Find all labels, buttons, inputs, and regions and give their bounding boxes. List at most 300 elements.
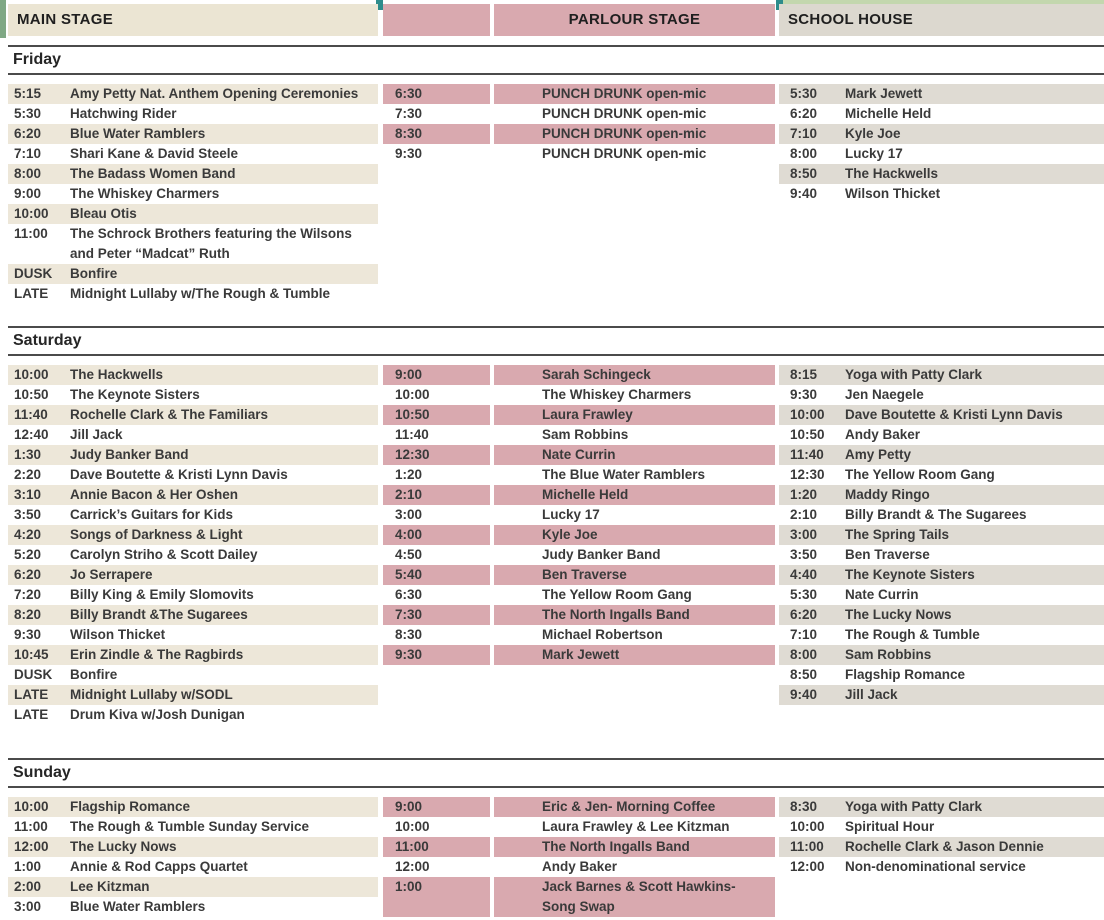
row-artist (70, 705, 378, 725)
artist-line: Blue Water Ramblers (70, 126, 206, 141)
schedule-row (779, 365, 1104, 385)
stage-header-parlour (494, 4, 775, 36)
artist-line: Rochelle Clark & Jason Dennie (845, 839, 1044, 854)
row-time: 6:20 (790, 106, 818, 121)
row-time: 7:30 (395, 106, 423, 121)
row-artist (845, 385, 1104, 405)
artist-line: Annie Bacon & Her Oshen (70, 487, 239, 502)
schedule-row (779, 685, 1104, 705)
artist-line: Mark Jewett (845, 86, 923, 101)
artist-line: PUNCH DRUNK open-mic (542, 126, 707, 141)
row-time: 3:50 (790, 547, 818, 562)
schedule-row (383, 124, 775, 144)
row-time: 1:00 (14, 859, 42, 874)
row-artist (70, 797, 378, 817)
schedule-row (383, 605, 775, 625)
row-time: 9:30 (383, 645, 490, 665)
artist-line: The Whiskey Charmers (70, 186, 220, 201)
schedule-row (383, 797, 775, 817)
main-stage-column (8, 797, 378, 917)
artist-line: The North Ingalls Band (542, 607, 690, 622)
schedule-row (8, 817, 378, 837)
row-artist (845, 425, 1104, 445)
schedule-row (779, 465, 1104, 485)
schedule-row (383, 525, 775, 545)
artist-line: The Spring Tails (845, 527, 950, 542)
artist-line: The Lucky Nows (70, 839, 177, 854)
row-time: 4:40 (790, 567, 818, 582)
schedule-row (383, 545, 775, 565)
row-time: 8:00 (790, 647, 818, 662)
row-artist (494, 425, 775, 445)
row-artist (845, 445, 1104, 465)
row-artist (70, 665, 378, 685)
artist-line: Carrick’s Guitars for Kids (70, 507, 234, 522)
artist-line: Laura Frawley (542, 407, 633, 422)
row-time: 10:00 (395, 387, 430, 402)
row-artist (845, 405, 1104, 425)
row-time: 9:30 (14, 627, 42, 642)
row-time: 3:00 (14, 899, 42, 914)
schedule-row (8, 525, 378, 545)
row-artist (70, 505, 378, 525)
row-artist (494, 365, 775, 385)
row-time: 11:00 (14, 819, 48, 834)
row-time: LATE (14, 286, 49, 301)
row-time: DUSK (14, 266, 53, 281)
stage-header-main (8, 4, 378, 36)
schedule-row (8, 857, 378, 877)
row-artist (845, 505, 1104, 525)
row-artist (494, 465, 775, 485)
schedule-row (779, 144, 1104, 164)
row-artist (845, 485, 1104, 505)
artist-line: Sarah Schingeck (542, 367, 651, 382)
row-artist (70, 224, 378, 264)
artist-line: PUNCH DRUNK open-mic (542, 106, 707, 121)
schedule-row (8, 204, 378, 224)
artist-line: Ben Traverse (845, 547, 930, 562)
artist-line: Andy Baker (845, 427, 921, 442)
row-time: 6:20 (14, 126, 42, 141)
artist-line: Jo Serrapere (70, 567, 153, 582)
row-artist (70, 284, 378, 304)
artist-line: Billy Brandt &The Sugarees (70, 607, 248, 622)
row-time: 10:00 (14, 799, 49, 814)
row-time: 5:40 (383, 565, 490, 585)
row-time: 9:30 (790, 387, 818, 402)
artist-line: The Badass Women Band (70, 166, 236, 181)
stage-header-parlour-label: PARLOUR STAGE (568, 11, 701, 28)
row-artist (70, 857, 378, 877)
schedule-row (779, 625, 1104, 645)
schedule-row (8, 224, 378, 264)
row-artist (70, 605, 378, 625)
artist-line: Midnight Lullaby w/The Rough & Tumble (70, 286, 330, 301)
row-artist (70, 204, 378, 224)
schedule-row (8, 144, 378, 164)
schedule-row (8, 565, 378, 585)
schedule-row (779, 405, 1104, 425)
row-artist (494, 545, 775, 565)
row-time: 11:40 (790, 447, 824, 462)
row-time: 8:00 (790, 146, 818, 161)
row-artist (494, 385, 775, 405)
schedule-row (8, 365, 378, 385)
artist-line: Annie & Rod Capps Quartet (70, 859, 248, 874)
artist-line: Yoga with Patty Clark (845, 367, 983, 382)
artist-line: and Peter “Madcat” Ruth (70, 246, 230, 261)
row-time: 5:15 (14, 86, 42, 101)
row-artist (845, 685, 1104, 705)
row-time: 1:20 (395, 467, 423, 482)
schedule-row (8, 645, 378, 665)
row-artist (70, 405, 378, 425)
row-time: 4:00 (383, 525, 490, 545)
artist-line: Carolyn Striho & Scott Dailey (70, 547, 258, 562)
artist-line: Michelle Held (542, 487, 629, 502)
artist-line: Wilson Thicket (845, 186, 941, 201)
row-artist (845, 645, 1104, 665)
row-artist (494, 605, 775, 625)
schedule-row (779, 585, 1104, 605)
schedule-row (8, 284, 378, 304)
schedule-row (779, 525, 1104, 545)
row-artist (845, 365, 1104, 385)
row-time: 10:00 (790, 407, 825, 422)
artist-line: Bonfire (70, 667, 118, 682)
row-time: 1:20 (790, 487, 818, 502)
row-artist (845, 104, 1104, 124)
schedule-row (779, 645, 1104, 665)
artist-line: The Whiskey Charmers (542, 387, 692, 402)
row-time: 5:30 (790, 86, 818, 101)
row-artist (70, 385, 378, 405)
schedule-row (8, 405, 378, 425)
parlour-column (383, 797, 775, 917)
schedule-row (779, 164, 1104, 184)
artist-line: Rochelle Clark & The Familiars (70, 407, 269, 422)
row-time: 10:00 (395, 819, 430, 834)
day-label: Friday (13, 51, 62, 68)
row-artist (845, 525, 1104, 545)
row-artist (845, 545, 1104, 565)
row-artist (70, 485, 378, 505)
row-artist (494, 505, 775, 525)
artist-line: Michael Robertson (542, 627, 663, 642)
row-time: 8:50 (790, 667, 818, 682)
artist-line: Ben Traverse (542, 567, 627, 582)
artist-line: Hatchwing Rider (70, 106, 177, 121)
schedule-row (383, 625, 775, 645)
row-artist (70, 184, 378, 204)
schedule-row (383, 877, 775, 917)
row-artist (70, 645, 378, 665)
schedule-row (8, 84, 378, 104)
schedule-row (8, 385, 378, 405)
artist-line: Shari Kane & David Steele (70, 146, 239, 161)
artist-line: Michelle Held (845, 106, 932, 121)
main-stage-column (8, 365, 378, 725)
row-time: 12:30 (383, 445, 490, 465)
artist-line: Non-denominational service (845, 859, 1026, 874)
schedule-row (383, 405, 775, 425)
row-time: 9:00 (14, 186, 42, 201)
row-time: LATE (14, 687, 49, 702)
row-artist (70, 837, 378, 857)
schedule-row (383, 585, 775, 605)
schedule-row (779, 104, 1104, 124)
artist-line: Lucky 17 (845, 146, 903, 161)
row-time: 8:30 (395, 627, 423, 642)
schedule-row (8, 797, 378, 817)
row-time: 10:00 (14, 367, 49, 382)
schedule-row (8, 425, 378, 445)
row-artist (494, 485, 775, 505)
row-artist (70, 144, 378, 164)
schedule-row (8, 605, 378, 625)
artist-line: PUNCH DRUNK open-mic (542, 146, 707, 161)
artist-line: Erin Zindle & The Ragbirds (70, 647, 244, 662)
stage-header-school (779, 4, 1104, 36)
row-artist (70, 445, 378, 465)
schedule-row (779, 817, 1104, 837)
artist-line: Amy Petty (845, 447, 912, 462)
school-house-column (779, 365, 1104, 705)
row-time: 3:10 (14, 487, 42, 502)
day-section-saturday (0, 326, 1104, 722)
schedule-row (779, 124, 1104, 144)
row-artist (845, 625, 1104, 645)
schedule-row (383, 857, 775, 877)
row-time: 10:45 (14, 647, 49, 662)
row-time: 4:20 (14, 527, 42, 542)
schedule-row (8, 264, 378, 284)
row-time: 8:30 (790, 799, 818, 814)
row-time: 2:10 (790, 507, 818, 522)
row-time: 11:00 (383, 837, 490, 857)
schedule-row (8, 485, 378, 505)
row-artist (494, 585, 775, 605)
schedule-row (383, 104, 775, 124)
row-artist (845, 665, 1104, 685)
artist-line: Jill Jack (70, 427, 123, 442)
row-artist (70, 817, 378, 837)
row-time: 6:20 (790, 607, 818, 622)
row-artist (494, 645, 775, 665)
row-time: 9:00 (383, 797, 490, 817)
schedule-row (383, 84, 775, 104)
row-artist (494, 877, 775, 917)
schedule-row (779, 857, 1104, 877)
row-time: 5:20 (14, 547, 42, 562)
schedule-row (779, 545, 1104, 565)
schedule-row (779, 485, 1104, 505)
row-time: 12:00 (14, 839, 49, 854)
row-time: 4:50 (395, 547, 423, 562)
row-artist (70, 84, 378, 104)
row-artist (494, 84, 775, 104)
artist-line: Maddy Ringo (845, 487, 930, 502)
artist-line: The Blue Water Ramblers (542, 467, 706, 482)
artist-line: The Hackwells (70, 367, 164, 382)
row-artist (494, 405, 775, 425)
row-time: 3:00 (790, 527, 818, 542)
row-time: 7:30 (383, 605, 490, 625)
row-artist (845, 164, 1104, 184)
schedule-row (8, 897, 378, 917)
schedule-row (779, 797, 1104, 817)
schedule-row (383, 144, 775, 164)
row-artist (70, 897, 378, 917)
artist-line: Eric & Jen- Morning Coffee (542, 799, 716, 814)
row-artist (70, 585, 378, 605)
row-artist (494, 837, 775, 857)
row-time: 6:20 (14, 567, 42, 582)
row-artist (494, 124, 775, 144)
schedule-row (779, 505, 1104, 525)
row-time: 7:20 (14, 587, 42, 602)
row-time: 7:10 (14, 146, 42, 161)
row-artist (494, 565, 775, 585)
row-time: 7:10 (790, 627, 818, 642)
artist-line: The Hackwells (845, 166, 939, 181)
artist-line: Judy Banker Band (70, 447, 189, 462)
schedule-row (779, 665, 1104, 685)
artist-line: Andy Baker (542, 859, 618, 874)
main-stage-column (8, 84, 378, 304)
parlour-column (383, 84, 775, 164)
row-artist (70, 545, 378, 565)
schedule-row (8, 665, 378, 685)
row-time: 11:00 (790, 839, 824, 854)
row-time: 10:00 (790, 819, 825, 834)
artist-line: Flagship Romance (845, 667, 966, 682)
row-artist (845, 565, 1104, 585)
artist-line: Wilson Thicket (70, 627, 166, 642)
schedule-row (383, 365, 775, 385)
row-artist (845, 857, 1104, 877)
artist-line: The Rough & Tumble (845, 627, 980, 642)
schedule-row (383, 505, 775, 525)
row-time: 8:50 (790, 166, 818, 181)
artist-line: Sam Robbins (542, 427, 629, 442)
row-time: 6:30 (395, 587, 423, 602)
row-artist (845, 605, 1104, 625)
artist-line: The Schrock Brothers featuring the Wilsons (70, 226, 352, 241)
schedule-row (8, 445, 378, 465)
schedule-row (8, 465, 378, 485)
artist-line: PUNCH DRUNK open-mic (542, 86, 707, 101)
stage-header-main-label: MAIN STAGE (17, 11, 114, 28)
row-time: 6:30 (383, 84, 490, 104)
row-artist (70, 365, 378, 385)
row-time: 5:30 (790, 587, 818, 602)
schedule-row (779, 184, 1104, 204)
row-artist (494, 104, 775, 124)
artist-line: Laura Frawley & Lee Kitzman (542, 819, 730, 834)
day-section-sunday (0, 758, 1104, 914)
artist-line: The North Ingalls Band (542, 839, 690, 854)
parlour-column (383, 365, 775, 665)
row-artist (70, 525, 378, 545)
schedule-row (383, 445, 775, 465)
row-time: 5:30 (14, 106, 42, 121)
schedule-row (779, 605, 1104, 625)
schedule-row (8, 124, 378, 144)
schedule-row (8, 705, 378, 725)
artist-line: Song Swap (542, 899, 615, 914)
artist-line: Flagship Romance (70, 799, 191, 814)
row-time: 8:30 (383, 124, 490, 144)
row-time: 8:15 (790, 367, 818, 382)
artist-line: Kyle Joe (845, 126, 901, 141)
row-time: 2:20 (14, 467, 42, 482)
row-time: 10:50 (383, 405, 490, 425)
row-artist (494, 445, 775, 465)
schedule-row (383, 425, 775, 445)
schedule-row (779, 837, 1104, 857)
schedule-row (8, 505, 378, 525)
artist-line: Bleau Otis (70, 206, 137, 221)
artist-line: The Rough & Tumble Sunday Service (70, 819, 310, 834)
artist-line: Jen Naegele (845, 387, 924, 402)
row-time: 12:00 (790, 859, 825, 874)
row-artist (845, 585, 1104, 605)
artist-line: Kyle Joe (542, 527, 598, 542)
schedule-row (383, 817, 775, 837)
row-artist (70, 565, 378, 585)
artist-line: The Keynote Sisters (845, 567, 975, 582)
row-time: 11:40 (14, 407, 48, 422)
row-time: 10:00 (14, 206, 49, 221)
row-time: 3:50 (14, 507, 42, 522)
artist-line: The Keynote Sisters (70, 387, 200, 402)
row-artist (70, 164, 378, 184)
schedule-row (779, 84, 1104, 104)
artist-line: Yoga with Patty Clark (845, 799, 983, 814)
artist-line: Spiritual Hour (845, 819, 935, 834)
schedule-row (8, 184, 378, 204)
artist-line: Nate Currin (845, 587, 919, 602)
artist-line: Midnight Lullaby w/SODL (70, 687, 233, 702)
artist-line: The Yellow Room Gang (542, 587, 692, 602)
row-time: 2:10 (383, 485, 490, 505)
stage-header-parlour-timecol (383, 4, 490, 36)
row-time: 10:50 (14, 387, 49, 402)
row-time: 1:30 (14, 447, 42, 462)
divider-rule (8, 73, 1104, 75)
school-house-column (779, 84, 1104, 204)
artist-line: Jill Jack (845, 687, 898, 702)
row-artist (70, 877, 378, 897)
artist-line: Mark Jewett (542, 647, 620, 662)
row-time: 12:30 (790, 467, 825, 482)
row-artist (494, 817, 775, 837)
row-time: 2:00 (14, 879, 42, 894)
artist-line: Dave Boutette & Kristi Lynn Davis (845, 407, 1063, 422)
artist-line: Billy King & Emily Slomovits (70, 587, 254, 602)
row-artist (845, 797, 1104, 817)
schedule-row (8, 104, 378, 124)
row-artist (70, 104, 378, 124)
artist-line: Judy Banker Band (542, 547, 661, 562)
row-artist (494, 857, 775, 877)
artist-line: The Lucky Nows (845, 607, 952, 622)
artist-line: Lee Kitzman (70, 879, 150, 894)
row-time: 9:40 (790, 687, 818, 702)
artist-line: Bonfire (70, 266, 118, 281)
